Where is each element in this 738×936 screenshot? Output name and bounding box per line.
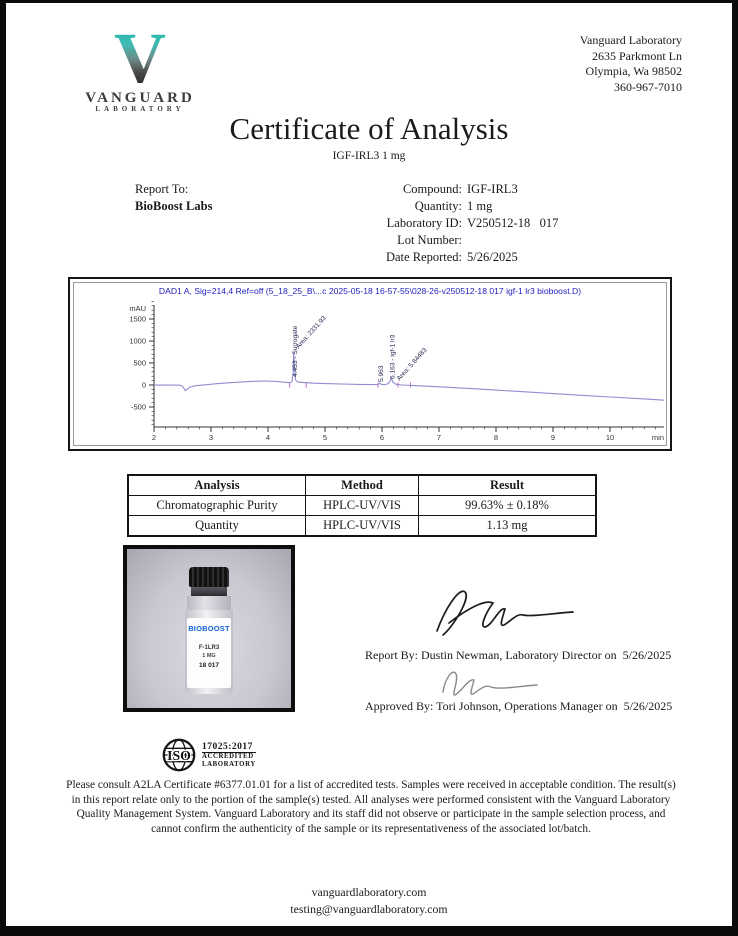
vial-lot-text: 18 017	[199, 662, 219, 669]
svg-text:Area: 2331.93: Area: 2331.93	[294, 314, 328, 351]
svg-text:0: 0	[141, 380, 146, 390]
results-table	[127, 474, 597, 537]
report-by-line: Report By: Dustin Newman, Laboratory Director on 5/26/2025	[365, 648, 672, 662]
vial-brand-text: BIOBOOST	[188, 624, 230, 633]
cell-method: HPLC-UV/VIS	[306, 516, 419, 537]
info-row-quantity	[206, 198, 558, 215]
info-row-date-reported	[206, 249, 558, 266]
client-name: BioBoost Labs	[135, 199, 213, 213]
field-label: Compound:	[402, 182, 462, 196]
chromatogram-box	[68, 277, 672, 451]
cell-result: 1.13 mg	[419, 516, 597, 537]
svg-text:10: 10	[605, 433, 615, 442]
disclaimer-text: Please consult A2LA Certificate #6377.01.01 for a list of accredited tests. Samples were received in acceptable condition. The result(s) in this report relate only to the portion of the sample(s) tested. All analyses were performed consistent with the Vanguard Laboratory Quality Management System. Vanguard Laboratory and its staff did not observe or participate in the sample selection process, and cannot confirm the authenticity of the sample or its representativeness of the associated lot/batch.	[66, 779, 676, 835]
address-line: Vanguard Laboratory	[579, 33, 682, 47]
iso-text-block	[202, 742, 256, 769]
certificate-page	[6, 3, 732, 926]
iso-cert-number: 17025:2017	[202, 742, 256, 753]
field-value: IGF-IRL3	[467, 182, 518, 196]
svg-text:3: 3	[208, 433, 214, 442]
vial-image	[185, 567, 233, 695]
logo-v-icon: V	[114, 18, 166, 98]
table-header-row	[128, 475, 596, 496]
logo-sub: LABORATORY	[95, 105, 185, 113]
chromatogram-title: DAD1 A, Sig=214,4 Ref=off (5_18_25_B\...c 2025-05-18 16-57-55\028-26-v250512-18 017 igf-1 lr3 bioboost.D)	[158, 286, 582, 296]
approved-by-line: Approved By: Tori Johnson, Operations Manager on 5/26/2025	[365, 699, 673, 713]
vial-qty-text: 1 MG	[202, 653, 216, 659]
table-row	[128, 516, 596, 537]
sample-info-block	[206, 181, 558, 266]
svg-text:4.453 - Surrogate: 4.453 - Surrogate	[291, 325, 299, 377]
svg-text:6.163 - igf-1 lr3: 6.163 - igf-1 lr3	[389, 334, 397, 379]
col-header-result: Result	[419, 475, 597, 496]
footer-email: testing@vanguardlaboratory.com	[290, 901, 448, 916]
svg-text:9: 9	[550, 433, 556, 442]
cell-analysis: Chromatographic Purity	[128, 496, 306, 516]
field-value: 1 mg	[467, 199, 493, 213]
vanguard-logo	[85, 18, 195, 114]
cell-analysis: Quantity	[128, 516, 306, 537]
vial-label	[187, 618, 231, 688]
svg-text:5.963: 5.963	[377, 365, 385, 382]
report-to-block	[135, 181, 212, 215]
info-row-compound	[206, 181, 558, 198]
lab-address	[580, 33, 682, 95]
vial-cap	[189, 567, 229, 587]
address-line: 2635 Parkmont Ln	[592, 48, 682, 63]
iso-accredited-label: ACCREDITED	[202, 752, 254, 760]
field-value	[462, 232, 467, 249]
field-label: Quantity:	[414, 199, 462, 213]
vial-product-text: F-1LR3	[198, 645, 220, 651]
vial-ring	[191, 587, 227, 596]
svg-text:6: 6	[379, 433, 385, 442]
address-line: Olympia, Wa 98502	[585, 64, 682, 78]
product-photo	[123, 545, 295, 712]
svg-text:2: 2	[151, 433, 157, 442]
signature-approved-by	[425, 662, 565, 702]
svg-text:min: min	[651, 433, 664, 442]
svg-text:5: 5	[322, 433, 328, 442]
iso-laboratory-label: LABORATORY	[202, 760, 256, 768]
signature-report-by	[415, 579, 585, 645]
logo-name: VANGUARD	[85, 90, 195, 106]
svg-text:-500: -500	[130, 402, 146, 412]
info-row-lab-id	[206, 215, 558, 232]
svg-text:500: 500	[133, 358, 146, 368]
cell-result: 99.63% ± 0.18%	[419, 496, 597, 516]
field-label: Date Reported:	[385, 250, 462, 264]
page-subtitle: IGF-IRL3 1 mg	[332, 150, 406, 162]
svg-text:8: 8	[493, 433, 499, 442]
cell-method: HPLC-UV/VIS	[306, 496, 419, 516]
page-title: Certificate of Analysis	[229, 111, 509, 146]
address-line: 360-967-7010	[614, 79, 682, 94]
svg-text:Area: 5.84483: Area: 5.84483	[395, 346, 429, 383]
chromatogram-plot	[76, 299, 666, 443]
field-value: 5/26/2025	[467, 250, 518, 264]
info-row-lot-number	[206, 232, 558, 249]
iso-accreditation	[160, 736, 256, 774]
field-value: V250512-18 017	[467, 216, 559, 230]
footer-website: vanguardlaboratory.com	[311, 885, 427, 899]
chromatogram-frame	[73, 282, 667, 446]
field-label: Lot Number:	[397, 233, 462, 247]
field-label: Laboratory ID:	[386, 216, 462, 230]
svg-text:4: 4	[265, 433, 271, 442]
svg-text:ISO: ISO	[167, 748, 191, 764]
vial-body	[185, 610, 233, 694]
table-row	[128, 496, 596, 516]
svg-text:1500: 1500	[129, 314, 146, 324]
svg-text:1000: 1000	[129, 336, 146, 346]
col-header-analysis: Analysis	[128, 475, 306, 496]
svg-text:7: 7	[436, 433, 442, 442]
vial-neck	[187, 596, 231, 610]
report-to-label: Report To:	[135, 182, 189, 196]
svg-text:mAU: mAU	[129, 304, 146, 313]
col-header-method: Method	[306, 475, 419, 496]
iso-globe-icon	[160, 736, 198, 774]
footer	[6, 884, 732, 917]
